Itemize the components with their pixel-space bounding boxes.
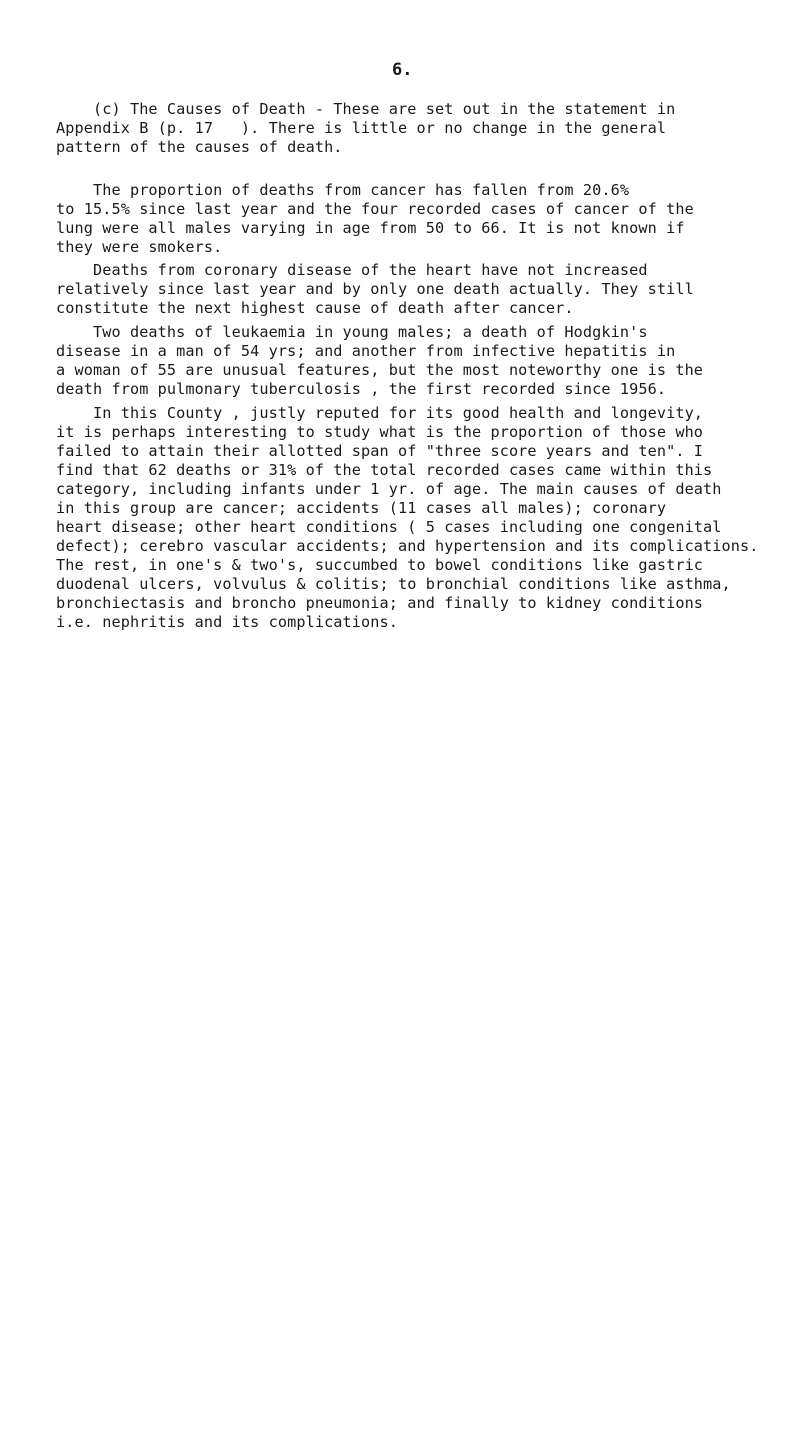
text-line: heart disease; other heart conditions ( 5 cases including one congenital [56,518,722,536]
text-line: Deaths from coronary disease of the heart have not increased [56,261,648,279]
paragraph-coronary [56,261,796,318]
text-line: in this group are cancer; accidents (11 cases all males); coronary [56,499,667,517]
text-line: disease in a man of 54 yrs; and another from infective hepatitis in [56,342,676,360]
text-line: failed to attain their allotted span of "three score years and ten". I [56,442,704,460]
text-line: defect); cerebro vascular accidents; and hypertension and its complications. [56,537,759,555]
text-line: death from pulmonary tuberculosis , the first recorded since 1956. [56,380,667,398]
paragraph-cancer [56,181,796,257]
text-line: category, including infants under 1 yr. of age. The main causes of death [56,480,722,498]
paragraph-longevity [56,404,796,632]
text-line: constitute the next highest cause of death after cancer. [56,299,574,317]
text-line: duodenal ulcers, volvulus & colitis; to bronchial conditions like asthma, [56,575,731,593]
text-line: it is perhaps interesting to study what is the proportion of those who [56,423,704,441]
text-line: find that 62 deaths or 31% of the total recorded cases came within this [56,461,713,479]
text-line: i.e. nephritis and its complications. [56,613,399,631]
text-line: lung were all males varying in age from 50 to 66. It is not known if [56,219,685,237]
text-line: to 15.5% since last year and the four recorded cases of cancer of the [56,200,694,218]
text-line: Two deaths of leukaemia in young males; a death of Hodgkin's [56,323,648,341]
text-line: a woman of 55 are unusual features, but the most noteworthy one is the [56,361,704,379]
paragraph-unusual-features [56,323,796,399]
paragraph-causes-of-death [56,100,796,157]
text-line: Appendix B (p. 17 ). There is little or no change in the general [56,119,667,137]
text-line: pattern of the causes of death. [56,138,343,156]
text-line: In this County , justly reputed for its good health and longevity, [56,404,704,422]
text-line: bronchiectasis and broncho pneumonia; and finally to kidney conditions [56,594,704,612]
text-line: The rest, in one's & two's, succumbed to bowel conditions like gastric [56,556,704,574]
page-number: 6. [392,60,413,80]
text-line: (c) The Causes of Death - These are set out in the statement in [56,100,676,118]
text-line: they were smokers. [56,238,223,256]
text-line: The proportion of deaths from cancer has fallen from 20.6% [56,181,630,199]
text-line: relatively since last year and by only one death actually. They still [56,280,694,298]
